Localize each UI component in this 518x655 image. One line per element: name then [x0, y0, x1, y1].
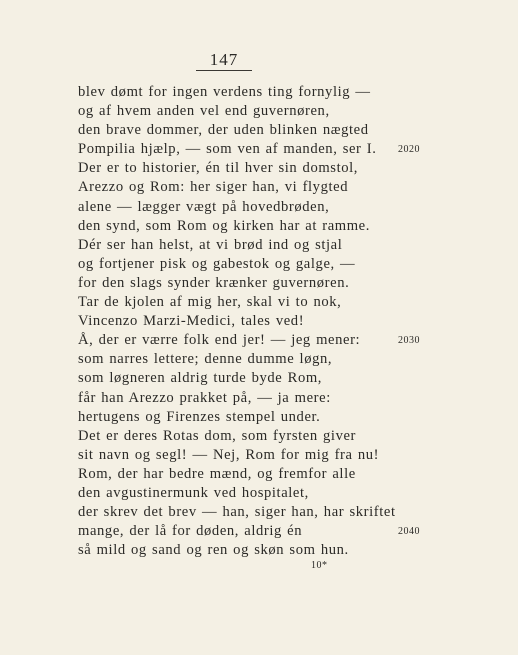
verse-line: Tar de kjolen af mig her, skal vi to nok,	[78, 294, 342, 311]
verse-line: den avgustinermunk ved hospitalet,	[78, 484, 309, 501]
verse-line: sit navn og segl! — Nej, Rom for mig fra nu!	[78, 446, 380, 463]
verse-line: den brave dommer, der uden blinken nægted	[78, 122, 369, 139]
verse-line: som løgneren aldrig turde byde Rom,	[78, 370, 323, 387]
verse-line: som narres lettere; denne dumme løgn,	[78, 351, 333, 368]
verse-line: får han Arezzo prakket på, — ja mere:	[78, 389, 331, 406]
verse-line: og af hvem anden vel end guvernøren,	[78, 103, 330, 120]
page-number: 147	[209, 50, 239, 69]
verse-line: hertugens og Firenzes stempel under.	[78, 408, 321, 425]
verse-line: Pompilia hjælp, — som ven af manden, ser I.	[78, 141, 377, 158]
verse-line: Rom, der har bedre mænd, og fremfor alle	[78, 465, 356, 482]
verse-line: mange, der lå for døden, aldrig én	[78, 523, 303, 540]
verse-line: Dér ser han helst, at vi brød ind og stjal	[78, 236, 343, 253]
verse-block	[78, 83, 398, 560]
verse-line: der skrev det brev — han, siger han, har skriftet	[78, 504, 396, 521]
verse-line: alene — lægger vægt på hovedbrøden,	[78, 198, 330, 215]
printer-signature: 10*	[311, 560, 328, 571]
verse-line: Arezzo og Rom: her siger han, vi flygted	[78, 179, 349, 196]
verse-line: Der er to historier, én til hver sin domstol,	[78, 160, 359, 177]
line-number: 2020	[398, 144, 420, 156]
verse-line: så mild og sand og ren og skøn som hun.	[78, 542, 349, 559]
verse-line: den synd, som Rom og kirken har at ramme.	[78, 217, 370, 234]
verse-line: Vincenzo Marzi-Medici, tales ved!	[78, 313, 305, 330]
verse-line: Det er deres Rotas dom, som fyrsten giver	[78, 427, 357, 444]
page-number-rule	[196, 70, 252, 71]
verse-line: blev dømt for ingen verdens ting fornylig —	[78, 84, 371, 100]
verse-line: for den slags synder krænker guvernøren.	[78, 274, 350, 291]
line-number: 2040	[398, 526, 420, 538]
line-number: 2030	[398, 335, 420, 347]
verse-line: og fortjener pisk og gabestok og galge, —	[78, 255, 356, 272]
verse-line: Å, der er værre folk end jer! — jeg mener:	[78, 332, 361, 349]
